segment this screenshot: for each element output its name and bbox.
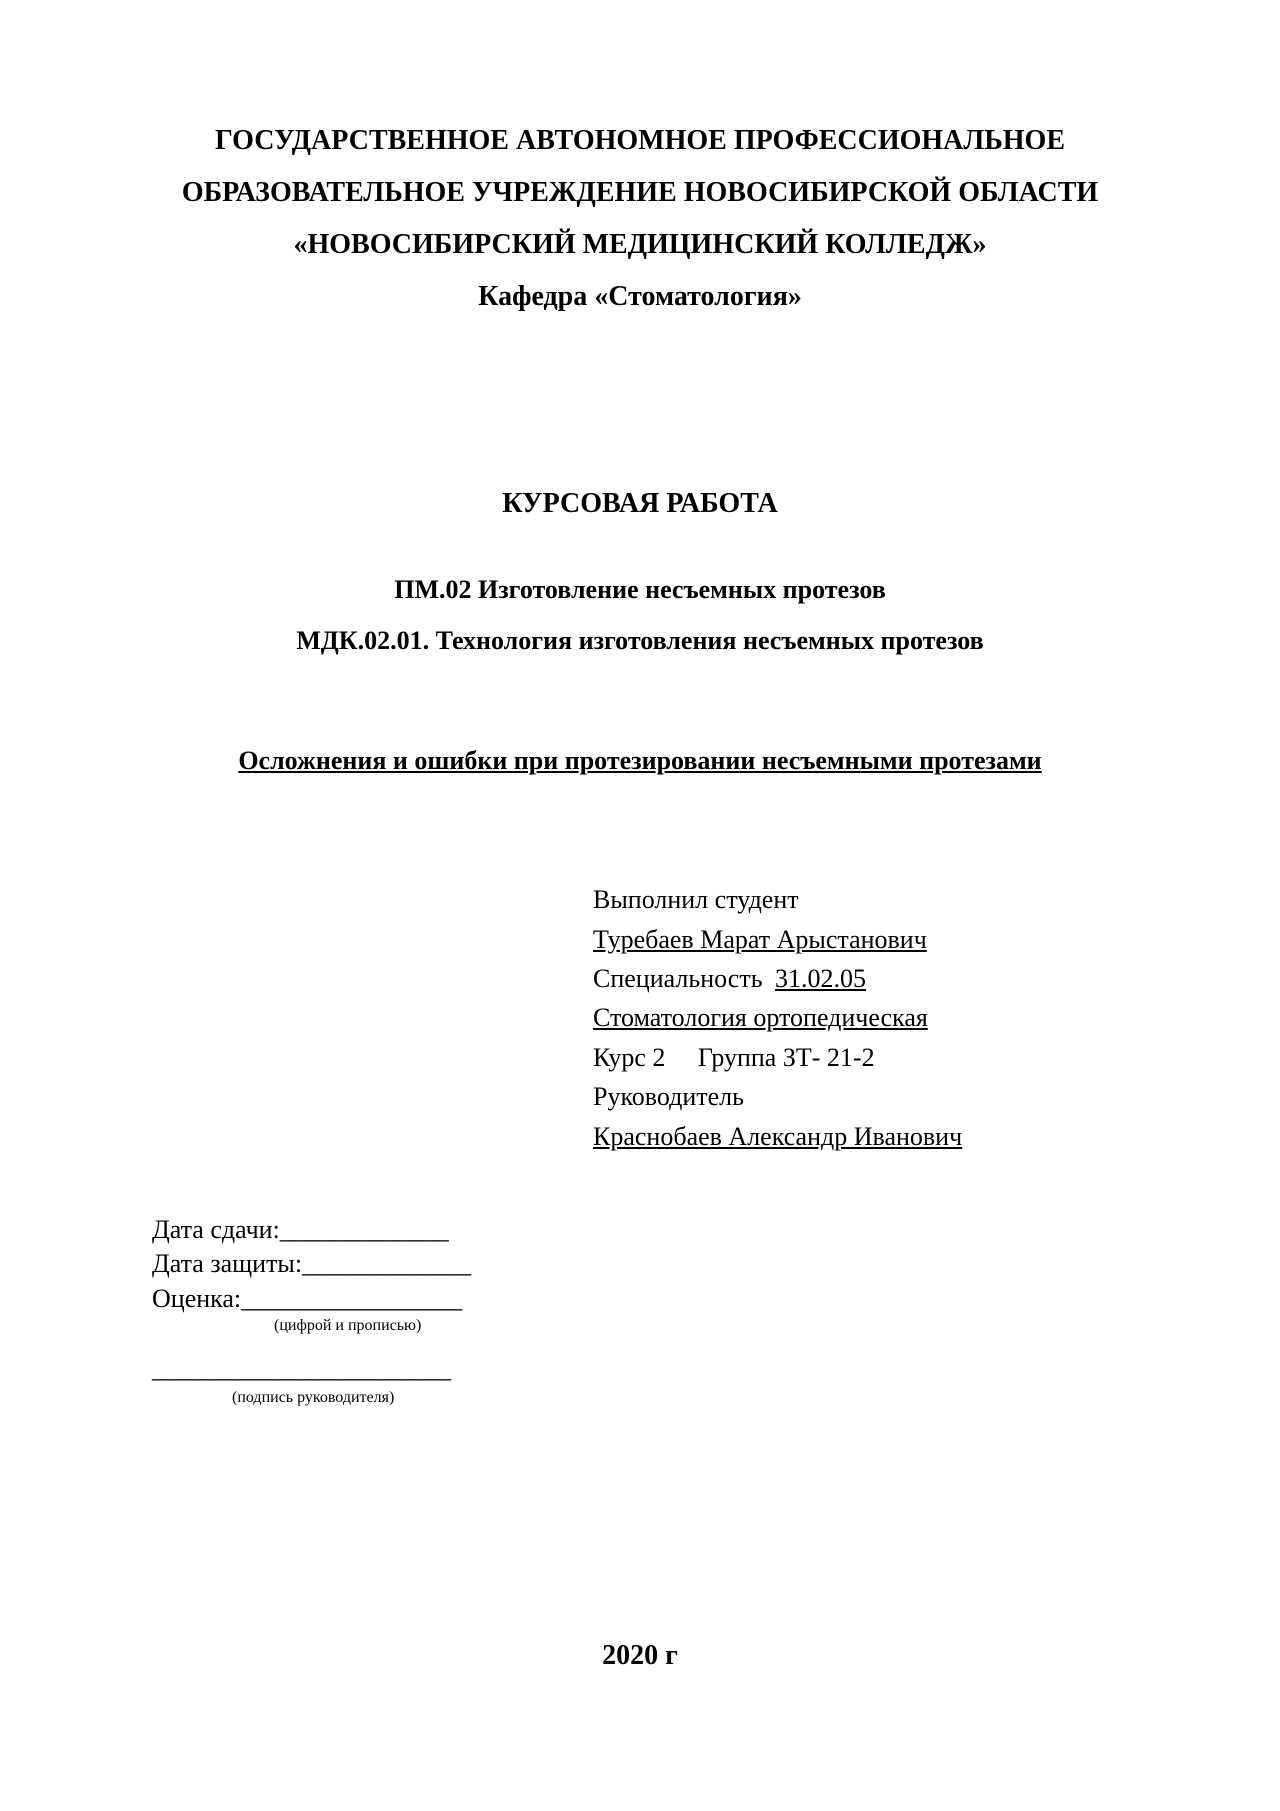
grade-line: Оценка:_________________ bbox=[152, 1284, 463, 1313]
header-line-3: «НОВОСИБИРСКИЙ МЕДИЦИНСКИЙ КОЛЛЕДЖ» bbox=[293, 229, 987, 260]
specialty-name: Стоматология ортопедическая bbox=[593, 1003, 928, 1032]
signature-line: _______________________ bbox=[152, 1354, 451, 1383]
year-label: 2020 г bbox=[602, 1640, 678, 1671]
grade-hint: (цифрой и прописью) bbox=[274, 1317, 422, 1334]
specialty-code: 31.02.05 bbox=[775, 964, 867, 993]
module-line: ПМ.02 Изготовление несъемных протезов bbox=[394, 575, 886, 604]
topic-title: Осложнения и ошибки при протезировании несъемными протезами bbox=[238, 746, 1042, 775]
performed-label: Выполнил студент bbox=[593, 885, 799, 914]
department-line: Кафедра «Стоматология» bbox=[478, 281, 802, 312]
signature-hint: (подпись руководителя) bbox=[232, 1389, 395, 1406]
header-line-2: ОБРАЗОВАТЕЛЬНОЕ УЧРЕЖДЕНИЕ НОВОСИБИРСКОЙ ОБЛАСТИ bbox=[181, 177, 1099, 208]
course-group: Курс 2 Группа ЗТ- 21-2 bbox=[593, 1043, 875, 1072]
specialty-label: Специальность bbox=[593, 964, 770, 993]
supervisor-name: Краснобаев Александр Иванович bbox=[593, 1122, 963, 1151]
specialty-row bbox=[593, 963, 866, 995]
course-line: МДК.02.01. Технология изготовления несъемных протезов bbox=[296, 626, 984, 655]
work-type-title: КУРСОВАЯ РАБОТА bbox=[502, 488, 778, 519]
defense-date-line: Дата защиты:_____________ bbox=[152, 1249, 472, 1278]
submit-date-line: Дата сдачи:_____________ bbox=[152, 1215, 449, 1244]
header-line-1: ГОСУДАРСТВЕННОЕ АВТОНОМНОЕ ПРОФЕССИОНАЛЬНОЕ bbox=[214, 125, 1065, 156]
student-name: Туребаев Марат Арыстанович bbox=[593, 925, 927, 954]
supervisor-label: Руководитель bbox=[593, 1082, 744, 1111]
